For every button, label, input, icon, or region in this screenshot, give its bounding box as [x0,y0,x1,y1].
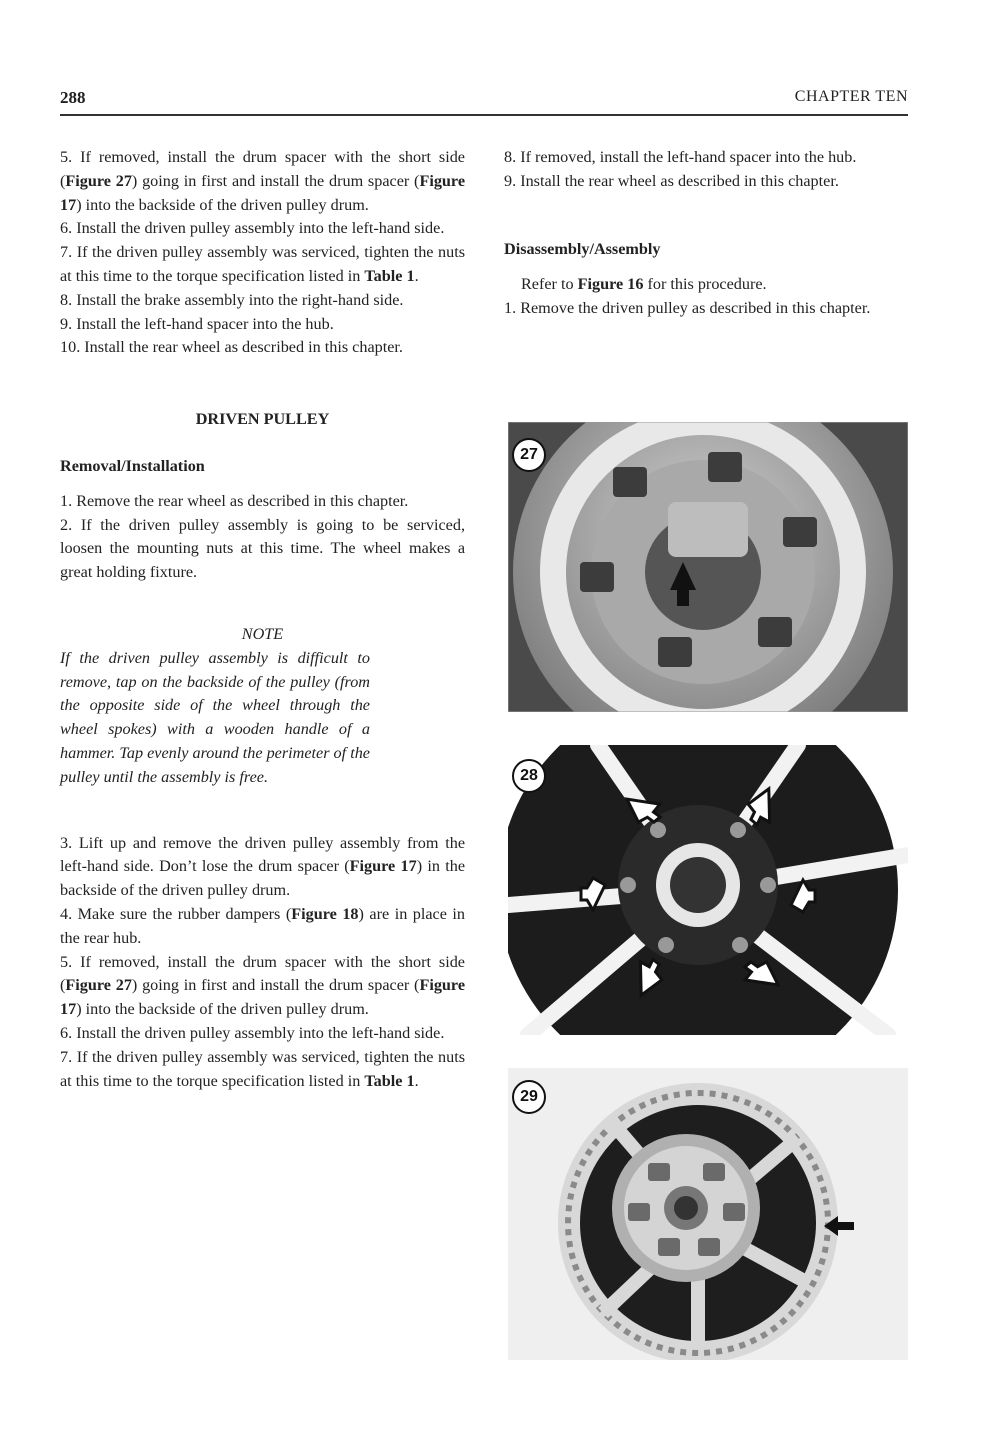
refer-before: Refer to [521,275,578,294]
refer-figure: Figure 16 [577,275,644,294]
note-body: If the driven pulley assembly is difficult to remove, tap on the backside of the pulley (from the opposite side of the wheel through the wheel spokes) with a wooden handle of a hammer. Tap evenly around the perimeter of the pulley until the assembly is free. [60,648,370,786]
step-text: Remove the rear wheel as described in this chapter. [76,491,409,510]
step-number: 6. [60,1023,73,1042]
step-number: 4. [60,904,73,923]
step-number: 1. [60,491,73,510]
right-steps-a [504,146,908,194]
step-number: 3. [60,833,73,852]
step-text: ) into the backside of the driven pulley drum. [76,195,369,214]
step-item [60,1046,465,1094]
step-text: Lift up and remove the driven pulley assembly from the left-hand side. Don’t lose the drum spacer ( [60,833,466,876]
figure-reference: Figure 27 [65,976,132,995]
figure-reference: Figure 18 [291,904,359,923]
figure-29 [508,1068,908,1360]
step-item [60,336,465,360]
step-text: ) going in first and install the drum spacer ( [131,976,420,995]
step-text: Install the rear wheel as described in this chapter. [520,171,839,190]
page-number: 288 [60,88,86,107]
step-number: 1. [504,299,517,318]
step-text: Install the driven pulley assembly into the left-hand side. [76,1023,445,1042]
step-number: 9. [60,314,73,333]
step-text: ) into the backside of the driven pulley drum. [76,1000,369,1019]
step-text: ) going in first and install the drum spacer ( [131,171,420,190]
step-text: If removed, install the drum spacer with the short side ( [60,148,465,190]
step-item [504,170,908,194]
step-number: 6. [60,219,73,238]
right-column [504,146,908,321]
figure-27-label: 27 [512,438,546,472]
step-text: ) in the backside of the driven pulley drum. [60,857,466,900]
step-item [60,313,465,337]
figure-27 [508,422,908,712]
page-header [60,88,908,116]
figure-27-photo [508,422,908,712]
figure-reference: Figure 17 [60,976,466,1019]
step-text: Install the rear wheel as described in this chapter. [84,338,403,357]
step-text: If the driven pulley assembly was serviced, tighten the nuts at this time to the torque specification listed in [60,243,465,285]
figure-29-photo [508,1068,908,1360]
left-steps-a [60,146,465,360]
figure-reference: Figure 17 [349,857,417,876]
refer-after: for this procedure. [643,275,767,294]
step-item [60,832,465,903]
figure-28-photo [508,745,908,1035]
step-text: If the driven pulley assembly is going to be serviced, loosen the mounting nuts at this time. The wheel makes a great holding fixture. [60,515,465,582]
step-number: 10. [60,338,81,357]
step-item [60,514,465,585]
step-item [60,490,465,514]
step-number: 8. [60,290,73,309]
step-item [60,1022,465,1046]
step-number: 9. [504,171,517,190]
figure-reference: Table 1 [364,1071,415,1090]
step-text: . [414,266,419,285]
step-number: 8. [504,148,517,166]
step-text: Remove the driven pulley as described in this chapter. [520,299,871,318]
step-text: Install the driven pulley assembly into the left-hand side. [76,219,445,238]
step-text: Install the brake assembly into the right-hand side. [76,290,404,309]
step-number: 2. [60,515,73,534]
step-number: 5. [60,148,73,166]
chapter-title: CHAPTER TEN [794,88,908,105]
left-steps-b [60,490,465,585]
step-item [504,146,908,170]
refer-paragraph [504,273,908,297]
step-number: 7. [60,243,73,262]
step-item [504,297,908,321]
subsection-title-removal: Removal/Installation [60,456,205,475]
step-number: 5. [60,952,73,971]
step-item [60,951,465,1022]
step-item [60,289,465,313]
step-text: If removed, install the left-hand spacer into the hub. [520,148,857,166]
figure-28-label: 28 [512,759,546,793]
step-item [60,217,465,241]
figure-reference: Table 1 [364,266,415,285]
note-heading: NOTE [241,624,284,643]
step-text: ) are in place in the rear hub. [60,904,466,947]
right-steps-b [504,297,908,321]
subsection-title-disassembly: Disassembly/Assembly [504,239,661,258]
figure-reference: Figure 27 [65,171,132,190]
step-number: 7. [60,1047,73,1066]
step-item [60,241,465,289]
figure-28 [508,745,908,1035]
step-item [60,146,465,217]
step-text: Install the left-hand spacer into the hub. [76,314,334,333]
section-title: DRIVEN PULLEY [195,410,330,429]
left-steps-c [60,832,465,1094]
step-item [60,903,465,951]
figure-29-label: 29 [512,1080,546,1114]
step-text: . [414,1071,419,1090]
step-text: If the driven pulley assembly was serviced, tighten the nuts at this time to the torque specification listed in [60,1047,465,1090]
step-text: If removed, install the drum spacer with the short side ( [60,952,465,995]
step-text: Make sure the rubber dampers ( [77,904,292,923]
figure-reference: Figure 17 [60,171,466,214]
left-column [60,146,465,1093]
